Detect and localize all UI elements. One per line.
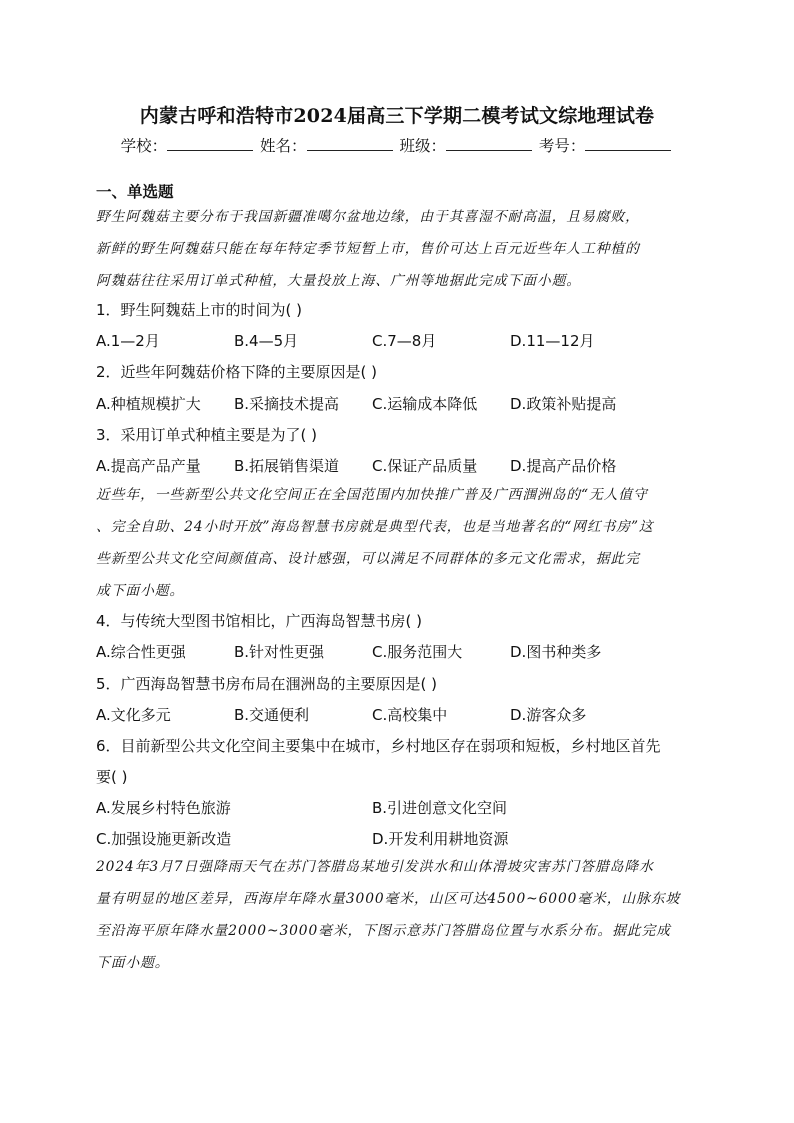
q5-option-d[interactable]: D.游客众多: [510, 706, 587, 724]
school-blank[interactable]: [167, 136, 253, 151]
section-title: 一、单选题: [96, 183, 174, 201]
passage-line: 下面小题。: [96, 955, 170, 971]
passage-line: 2024年3月7日强降雨天气在苏门答腊岛某地引发洪水和山体滑坡灾害苏门答腊岛降水: [96, 859, 654, 875]
question-3-stem: 3．采用订单式种植主要是为了( ): [96, 426, 318, 444]
passage-line: 至沿海平原年降水量2000~3000毫米，下图示意苏门答腊岛位置与水系分布。据此完成: [96, 923, 671, 939]
q6-option-b[interactable]: B.引进创意文化空间: [372, 799, 508, 817]
question-4-stem: 4．与传统大型图书馆相比，广西海岛智慧书房( ): [96, 612, 423, 630]
q3-option-d[interactable]: D.提高产品价格: [510, 457, 617, 475]
q6-option-a[interactable]: A.发展乡村特色旅游: [96, 799, 231, 817]
passage-line: 成下面小题。: [96, 583, 185, 599]
q6-option-c[interactable]: C.加强设施更新改造: [96, 830, 232, 848]
class-blank[interactable]: [446, 136, 532, 151]
question-1-stem: 1．野生阿魏菇上市的时间为( ): [96, 301, 303, 319]
passage-2: [96, 479, 700, 607]
school-label: 学校：: [120, 137, 168, 155]
q1-option-a[interactable]: A.1—2月: [96, 332, 160, 350]
exam-number-blank[interactable]: [585, 136, 671, 151]
passage-line: 、完全自助、24小时开放”海岛智慧书房就是典型代表，也是当地著名的“网红书房”这: [96, 519, 654, 535]
q1-option-c[interactable]: C.7—8月: [372, 332, 437, 350]
q5-option-a[interactable]: A.文化多元: [96, 706, 171, 724]
q2-option-b[interactable]: B.采摘技术提高: [234, 395, 340, 413]
q3-option-b[interactable]: B.拓展销售渠道: [234, 457, 340, 475]
passage-line: 阿魏菇往往采用订单式种植，大量投放上海、广州等地据此完成下面小题。: [96, 273, 581, 289]
q4-option-c[interactable]: C.服务范围大: [372, 643, 463, 661]
question-6-stem-line-1: 6．目前新型公共文化空间主要集中在城市，乡村地区存在弱项和短板，乡村地区首先: [96, 737, 661, 755]
q1-option-b[interactable]: B.4—5月: [234, 332, 299, 350]
q1-option-d[interactable]: D.11—12月: [510, 332, 595, 350]
q4-option-b[interactable]: B.针对性更强: [234, 643, 325, 661]
passage-line: 新鲜的野生阿魏菇只能在每年特定季节短暂上市，售价可达上百元近些年人工种植的: [96, 241, 640, 257]
q5-option-c[interactable]: C.高校集中: [372, 706, 448, 724]
q2-option-d[interactable]: D.政策补贴提高: [510, 395, 617, 413]
name-label: 姓名：: [260, 137, 307, 155]
student-info-fields: [0, 134, 794, 156]
q2-option-c[interactable]: C.运输成本降低: [372, 395, 478, 413]
name-blank[interactable]: [307, 136, 393, 151]
question-2-stem: 2．近些年阿魏菇价格下降的主要原因是( ): [96, 363, 378, 381]
q3-option-c[interactable]: C.保证产品质量: [372, 457, 478, 475]
passage-3: [96, 851, 700, 979]
passage-1: [96, 201, 700, 297]
q5-option-b[interactable]: B.交通便利: [234, 706, 310, 724]
question-5-stem: 5．广西海岛智慧书房布局在涠洲岛的主要原因是( ): [96, 675, 438, 693]
passage-line: 野生阿魏菇主要分布于我国新疆准噶尔盆地边缘，由于其喜湿不耐高温，且易腐败，: [96, 209, 640, 225]
q4-option-a[interactable]: A.综合性更强: [96, 643, 186, 661]
exam-title: 内蒙古呼和浩特市2024届高三下学期二模考试文综地理试卷: [139, 105, 655, 127]
passage-line: 近些年，一些新型公共文化空间正在全国范围内加快推广普及广西涠洲岛的“无人值守: [96, 487, 648, 503]
class-label: 班级：: [399, 137, 446, 155]
q3-option-a[interactable]: A.提高产品产量: [96, 457, 201, 475]
q6-option-d[interactable]: D.开发利用耕地资源: [372, 830, 509, 848]
passage-line: 些新型公共文化空间颜值高、设计感强，可以满足不同群体的多元文化需求，据此完: [96, 551, 640, 567]
passage-line: 量有明显的地区差异，西海岸年降水量3000毫米，山区可达4500~6000毫米，山脉东坡: [96, 891, 681, 907]
q4-option-d[interactable]: D.图书种类多: [510, 643, 602, 661]
question-6-stem-line-2: 要( ): [96, 768, 128, 786]
q2-option-a[interactable]: A.种植规模扩大: [96, 395, 201, 413]
exam-number-label: 考号：: [538, 137, 586, 155]
